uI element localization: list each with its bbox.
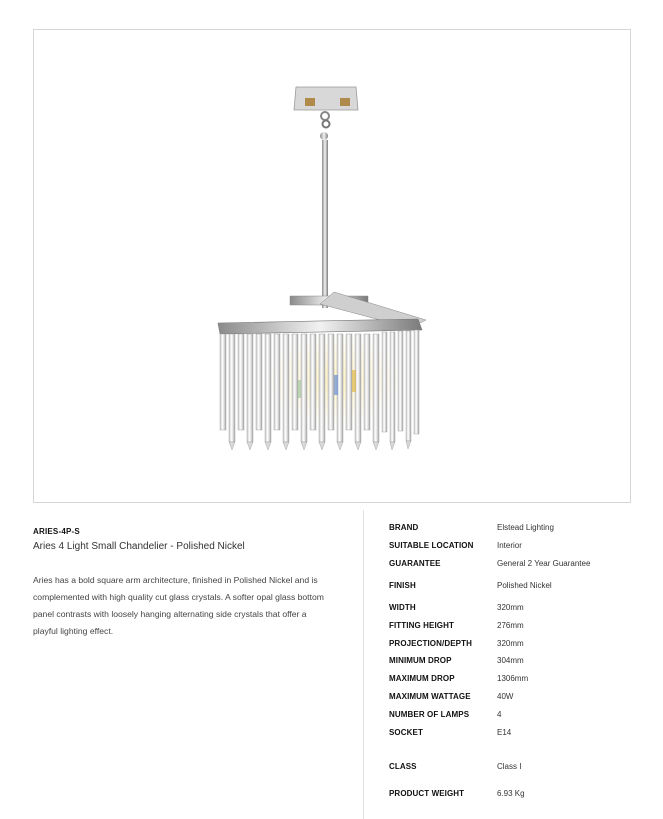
spec-value-location: Interior — [497, 541, 522, 550]
spec-value-weight: 6.93 Kg — [497, 789, 525, 798]
spec-label-class: CLASS — [389, 762, 417, 771]
column-divider — [363, 510, 364, 819]
chandelier-illustration — [34, 30, 632, 504]
spec-value-lamps: 4 — [497, 710, 502, 719]
spec-value-min-drop: 304mm — [497, 656, 524, 665]
spec-value-class: Class I — [497, 762, 522, 771]
spec-label-finish: FINISH — [389, 581, 416, 590]
spec-label-fitting-height: FITTING HEIGHT — [389, 621, 454, 630]
spec-label-min-drop: MINIMUM DROP — [389, 656, 452, 665]
spec-label-projection: PROJECTION/DEPTH — [389, 639, 472, 648]
product-description: Aries has a bold square arm architecture, finished in Polished Nickel and is complemented with high quality cut glass crystals. A softer opal glass bottom panel contrasts with loosely hanging alternating side crystals that offer a playful lighting effect. — [33, 575, 324, 636]
product-title: Aries 4 Light Small Chandelier - Polished Nickel — [33, 541, 245, 552]
spec-value-max-wattage: 40W — [497, 692, 514, 701]
product-image-frame — [33, 29, 631, 503]
spec-value-finish: Polished Nickel — [497, 581, 552, 590]
spec-value-brand: Elstead Lighting — [497, 523, 554, 532]
spec-value-fitting-height: 276mm — [497, 621, 524, 630]
spec-label-brand: BRAND — [389, 523, 419, 532]
spec-label-weight: PRODUCT WEIGHT — [389, 789, 465, 798]
product-code: ARIES-4P-S — [33, 527, 80, 536]
spec-label-max-wattage: MAXIMUM WATTAGE — [389, 692, 471, 701]
spec-value-projection: 320mm — [497, 639, 524, 648]
spec-value-guarantee: General 2 Year Guarantee — [497, 559, 591, 568]
product-summary — [33, 527, 333, 640]
spec-label-guarantee: GUARANTEE — [389, 559, 441, 568]
spec-value-socket: E14 — [497, 728, 512, 737]
spec-label-width: WIDTH — [389, 603, 416, 612]
spec-value-max-drop: 1306mm — [497, 674, 529, 683]
spec-label-location: SUITABLE LOCATION — [389, 541, 474, 550]
spec-label-socket: SOCKET — [389, 728, 423, 737]
spec-value-width: 320mm — [497, 603, 524, 612]
spec-label-max-drop: MAXIMUM DROP — [389, 674, 455, 683]
spec-label-lamps: NUMBER OF LAMPS — [389, 710, 470, 719]
